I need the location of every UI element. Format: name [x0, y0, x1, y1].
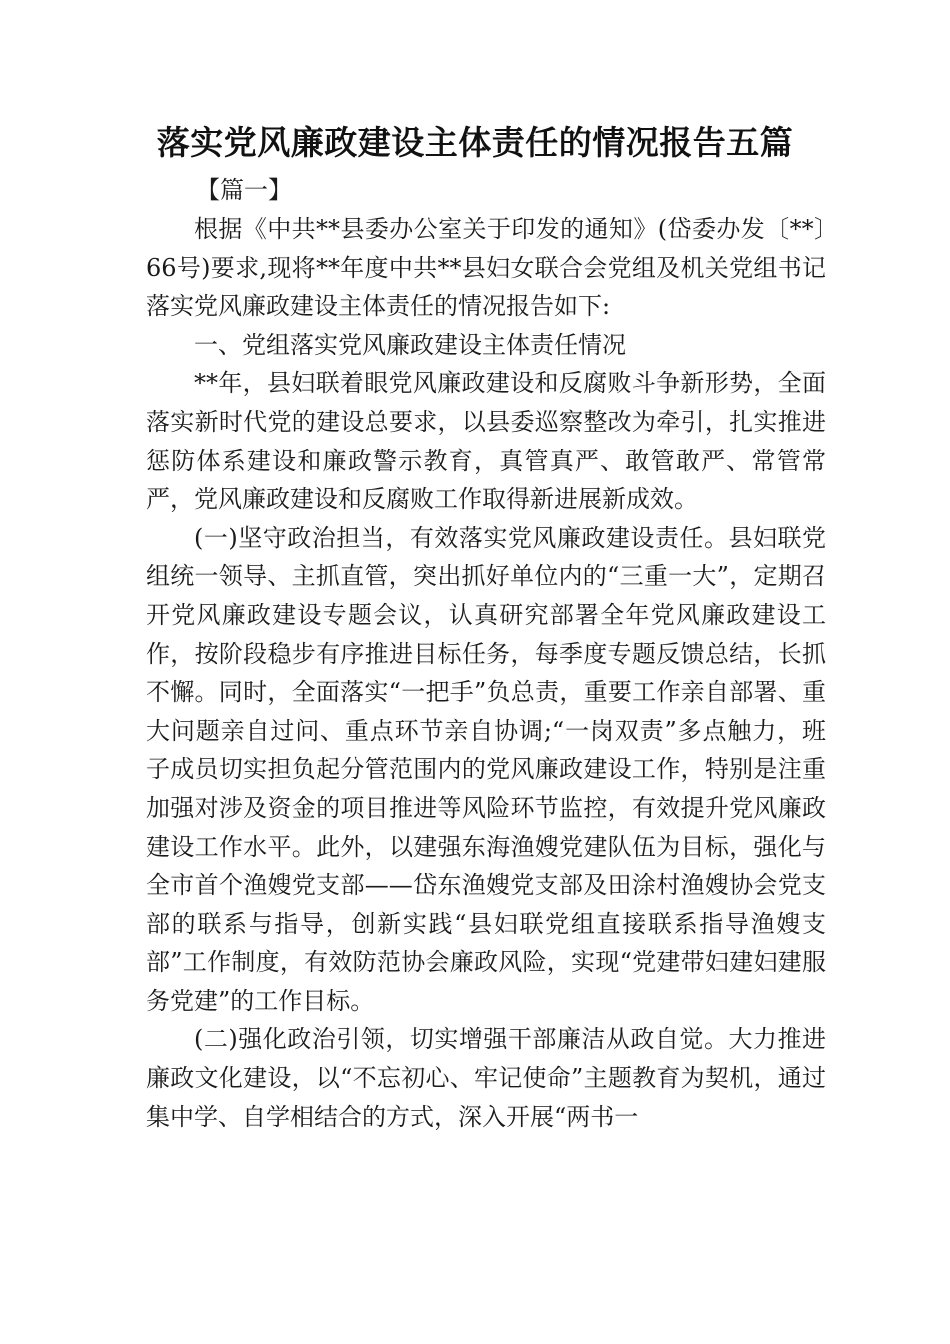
point-one-paragraph: (一)坚守政治担当，有效落实党风廉政建设责任。县妇联党组统一领导、主抓直管，突出抓好单位内的“三重一大”，定期召开党风廉政建设专题会议，认真研究部署全年党风廉政建设工作，按阶段稳步有序推进目标任务，每季度专题反馈总结，长抓不懈。同时，全面落实“一把手”负总责，重要工作亲自部署、重大问题亲自过问、重点环节亲自协调;“一岗双责”多点触力，班子成员切实担负起分管范围内的党风廉政建设工作，特别是注重加强对涉及资金的项目推进等风险环节监控，有效提升党风廉政建设工作水平。此外，以建强东海渔嫂党建队伍为目标，强化与全市首个渔嫂党支部——岱东渔嫂党支部及田涂村渔嫂协会党支部的联系与指导，创新实践“县妇联党组直接联系指导渔嫂支部”工作制度，有效防范协会廉政风险，实现“党建带妇建妇建服务党建”的工作目标。: [146, 523, 826, 1015]
intro-paragraph: 根据《中共**县委办公室关于印发的通知》(岱委办发〔**〕66号)要求,现将**年度中共**县妇女联合会党组及机关党组书记落实党风廉政建设主体责任的情况报告如下:: [146, 215, 826, 321]
overview-paragraph: **年，县妇联着眼党风廉政建设和反腐败斗争新形势，全面落实新时代党的建设总要求，以县委巡察整改为牵引，扎实推进惩防体系建设和廉政警示教育，真管真严、敢管敢严、常管常严，党风廉政建设和反腐败工作取得新进展新成效。: [146, 369, 826, 514]
point-two-paragraph: (二)强化政治引领，切实增强干部廉洁从政自觉。大力推进廉政文化建设，以“不忘初心、牢记使命”主题教育为契机，通过集中学、自学相结合的方式，深入开展“两书一: [146, 1025, 826, 1131]
section-heading: 一、党组落实党风廉政建设主体责任情况: [194, 330, 626, 359]
section-label: 【篇一】: [196, 176, 292, 204]
document-title: 落实党风廉政建设主体责任的情况报告五篇: [156, 123, 794, 162]
document-body: [146, 210, 826, 1136]
